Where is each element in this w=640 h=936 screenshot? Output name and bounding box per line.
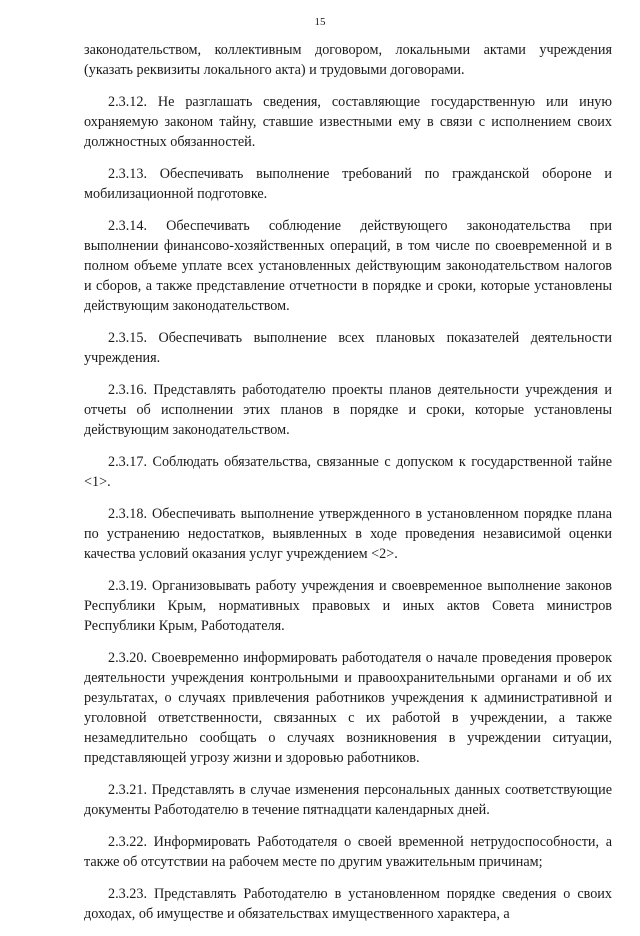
- paragraph-2-3-14: 2.3.14. Обеспечивать соблюдение действующего законодательства при выполнении финансово-хозяйственных операций, в том числе по своевременной и в полном объеме уплате всех установленных действующим законодательством налогов и сборов, а также представление отчетности в порядке и сроки, которые установлены действующим законодательством.: [84, 218, 612, 314]
- paragraph-2-3-23: 2.3.23. Представлять Работодателю в установленном порядке сведения о своих доходах, об имуществе и обязательствах имущественного характера, а: [84, 886, 612, 922]
- paragraph-2-3-22: 2.3.22. Информировать Работодателя о своей временной нетрудоспособности, а также об отсутствии на рабочем месте по другим уважительным причинам;: [84, 834, 612, 870]
- paragraph-2-3-19: 2.3.19. Организовывать работу учреждения и своевременное выполнение законов Республики Крым, нормативных правовых и иных актов Совета министров Республики Крым, Работодателя.: [84, 578, 612, 634]
- paragraph-2-3-17: 2.3.17. Соблюдать обязательства, связанные с допуском к государственной тайне <1>.: [84, 454, 612, 490]
- paragraph-2-3-20: 2.3.20. Своевременно информировать работодателя о начале проведения проверок деятельности учреждения контрольными и правоохранительными органами и об их результатах, о случаях привлечения работников учреждения к административной и уголовной ответственности, связанных с их работой в учреждении, а также незамедлительно сообщать о случаях возникновения в учреждении ситуации, представляющей угрозу жизни и здоровью работников.: [84, 650, 612, 766]
- paragraph-2-3-16: 2.3.16. Представлять работодателю проекты планов деятельности учреждения и отчеты об исполнении этих планов в порядке и сроки, которые установлены действующим законодательством.: [84, 382, 612, 438]
- paragraph-2-3-15: 2.3.15. Обеспечивать выполнение всех плановых показателей деятельности учреждения.: [84, 330, 612, 366]
- paragraph-2-3-18: 2.3.18. Обеспечивать выполнение утвержденного в установленном порядке плана по устранению недостатков, выявленных в ходе проведения независимой оценки качества условий оказания услуг учреждением <2>.: [84, 506, 612, 562]
- page-number: 15: [314, 16, 326, 28]
- paragraph-2-3-21: 2.3.21. Представлять в случае изменения персональных данных соответствующие документы Работодателю в течение пятнадцати календарных дней.: [84, 782, 612, 818]
- paragraph-2-3-12: 2.3.12. Не разглашать сведения, составляющие государственную или иную охраняемую законом тайну, ставшие известными ему в связи с исполнением своих должностных обязанностей.: [84, 94, 612, 150]
- paragraph-2-3-13: 2.3.13. Обеспечивать выполнение требований по гражданской обороне и мобилизационной подготовке.: [84, 166, 612, 202]
- document-body: [84, 40, 612, 936]
- paragraph-continuation: законодательством, коллективным договором, локальными актами учреждения (указать реквизиты локального акта) и трудовыми договорами.: [84, 42, 612, 78]
